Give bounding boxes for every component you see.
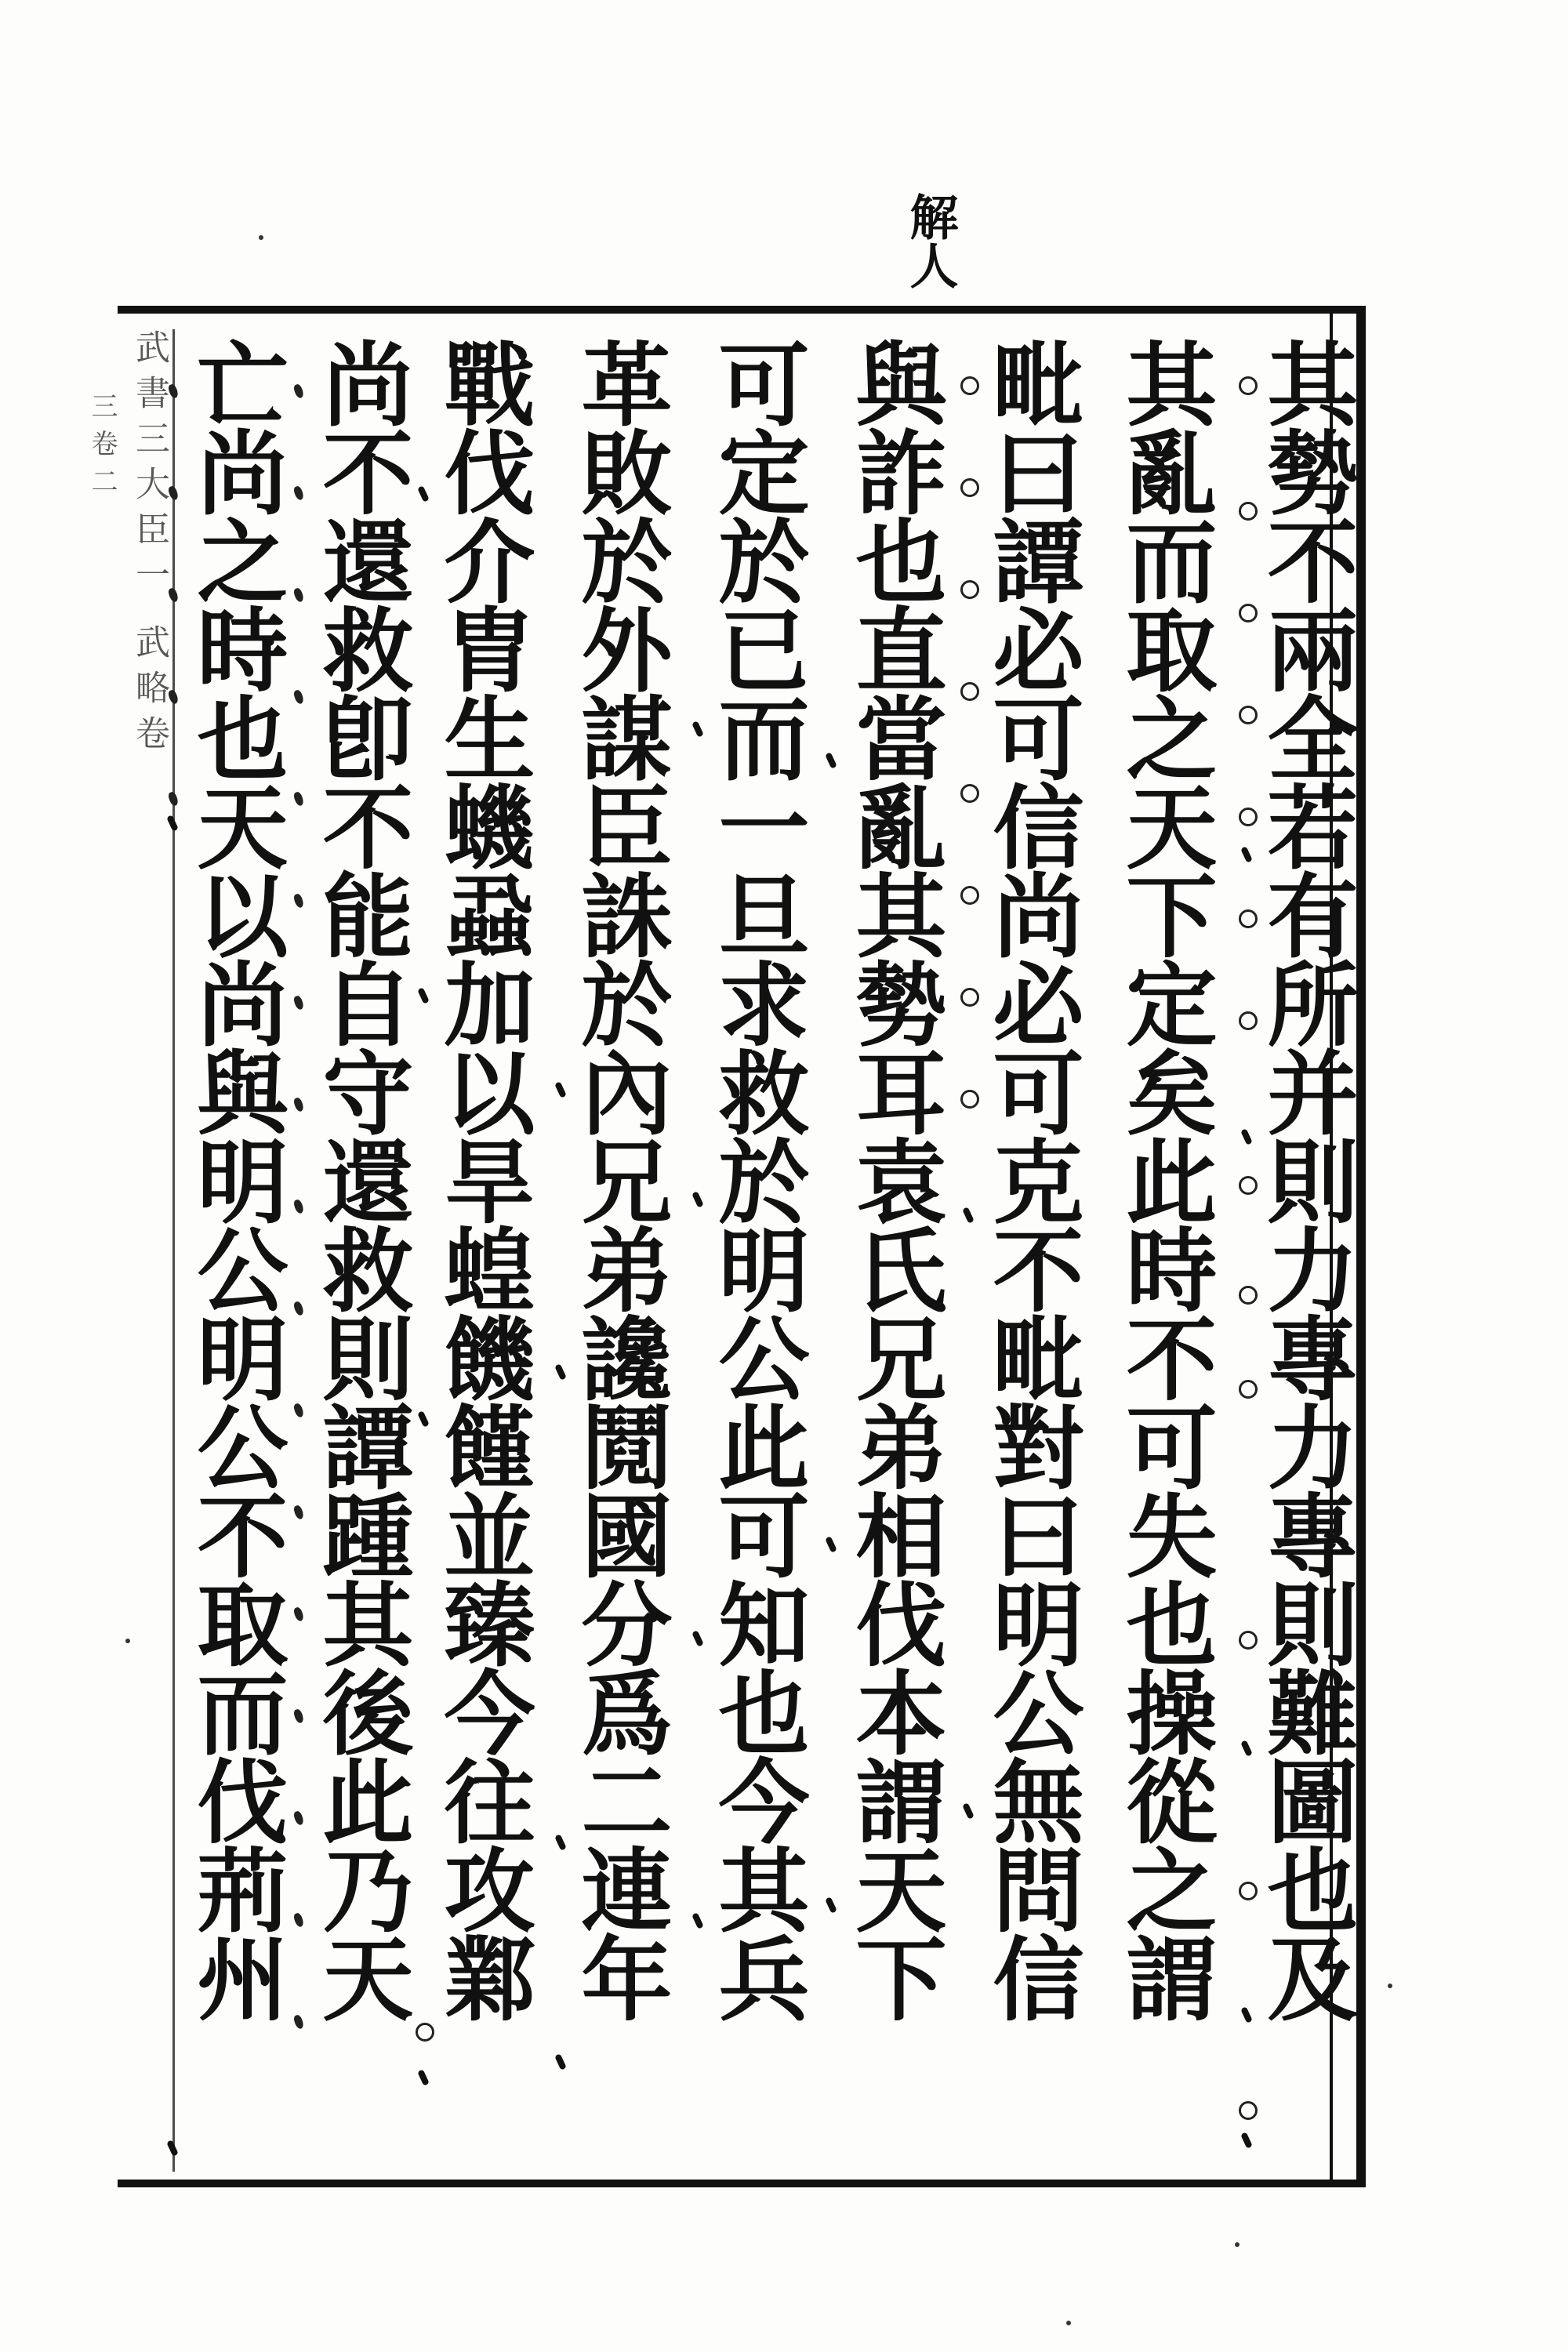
dot-mark	[292, 689, 305, 705]
column-text: 其亂而取之天下定矣此時不可失也操從之謂	[1111, 337, 1218, 2020]
dot-mark	[167, 791, 180, 807]
circle-mark	[960, 376, 979, 395]
dot-mark	[292, 791, 305, 807]
dot-mark	[167, 383, 180, 399]
tick-mark	[691, 1191, 704, 1208]
page-heading: 解人	[902, 192, 959, 289]
tick-mark	[554, 1363, 567, 1381]
dot-mark	[292, 893, 305, 909]
text-column-2	[1111, 337, 1218, 2187]
punctuation-marks	[416, 345, 442, 2164]
tick-mark	[417, 1410, 430, 1428]
column-text: 尚不還救卽不能自守還救則譚踵其後此乃天	[307, 337, 414, 2020]
dot-mark	[167, 587, 180, 603]
tick-mark	[825, 1536, 837, 1553]
tick-mark	[1240, 1128, 1253, 1145]
circle-mark	[960, 478, 979, 497]
tick-mark	[166, 2140, 179, 2157]
circle-mark	[1239, 909, 1258, 928]
tick-mark	[691, 1912, 704, 1929]
text-column-4	[840, 337, 947, 2187]
tick-mark	[417, 485, 430, 503]
text-column-3	[980, 337, 1082, 2187]
scan-speck	[1066, 2321, 1071, 2325]
circle-mark	[960, 784, 979, 803]
tick-mark	[1240, 2132, 1253, 2149]
circle-mark	[416, 2023, 434, 2042]
circle-mark	[1239, 808, 1258, 826]
text-column-6	[566, 337, 673, 2187]
scan-speck	[125, 1639, 130, 1643]
circle-mark	[1239, 502, 1258, 521]
circle-mark	[960, 886, 979, 905]
tick-mark	[825, 752, 837, 769]
circle-mark	[1239, 604, 1258, 622]
tick-mark	[1240, 2006, 1253, 2024]
dot-mark	[292, 2014, 305, 2030]
scan-speck	[1235, 2242, 1240, 2247]
tick-mark	[691, 1630, 704, 1647]
text-column-5	[703, 337, 810, 2187]
dot-mark	[292, 1097, 305, 1112]
dot-mark	[292, 1199, 305, 1214]
tick-mark	[691, 720, 704, 738]
tick-mark	[417, 2069, 430, 2086]
scan-speck	[1388, 1984, 1392, 1988]
circle-mark	[1239, 1011, 1258, 1030]
punctuation-marks	[165, 345, 191, 2164]
text-column-1	[1252, 337, 1359, 2187]
punctuation-marks	[553, 345, 579, 2164]
dot-mark	[292, 1708, 305, 1724]
column-text: 其勢不兩全若有所并則力專力專則難圖也及	[1252, 337, 1359, 2020]
column-text: 亡尚之時也天以尚與明公明公不取而伐荊州	[182, 337, 289, 2020]
dot-mark	[292, 587, 305, 603]
circle-mark	[1239, 2101, 1258, 2120]
dot-mark	[292, 1504, 305, 1520]
column-text: 革敗於外謀臣誅於內兄弟讒鬩國分爲二連年	[566, 337, 673, 2020]
tick-mark	[554, 1081, 567, 1098]
dot-mark	[292, 1403, 305, 1418]
circle-mark	[960, 988, 979, 1007]
circle-mark	[1239, 1176, 1258, 1195]
punctuation-marks	[960, 345, 987, 2164]
scan-speck	[259, 235, 263, 240]
circle-mark	[1239, 1380, 1258, 1399]
circle-mark	[960, 1090, 979, 1109]
text-column-8	[307, 337, 414, 2187]
circle-mark	[1239, 1631, 1258, 1650]
gutter-title: 武書三大臣一 武略卷	[129, 329, 169, 760]
column-text: 可定於已而一旦求救於明公此可知也今其兵	[703, 337, 810, 2020]
dot-mark	[292, 1912, 305, 1928]
tick-mark	[825, 1896, 837, 1914]
punctuation-marks	[290, 345, 317, 2164]
tick-mark	[554, 1834, 567, 1851]
column-text: 毗曰譚必可信尚必可克不毗對曰明公無問信	[978, 337, 1084, 2020]
tick-mark	[1240, 1740, 1253, 1757]
text-column-7	[431, 337, 533, 2187]
text-column-9	[182, 337, 289, 2187]
dot-mark	[292, 995, 305, 1011]
circle-mark	[960, 682, 979, 701]
punctuation-marks	[690, 345, 717, 2164]
dot-mark	[292, 1301, 305, 1316]
dot-mark	[292, 1606, 305, 1622]
punctuation-marks	[823, 345, 850, 2164]
column-text: 戰伐介胄生蟣蝨加以旱蝗饑饉並臻今往攻鄴	[429, 337, 535, 2020]
circle-mark	[1239, 1286, 1258, 1305]
dot-mark	[292, 485, 305, 501]
punctuation-marks	[1239, 345, 1265, 2164]
circle-mark	[1239, 1882, 1258, 1900]
tick-mark	[1240, 846, 1253, 863]
dot-mark	[167, 485, 180, 501]
tick-mark	[166, 815, 179, 832]
circle-mark	[960, 580, 979, 599]
tick-mark	[554, 2053, 567, 2071]
column-text: 與詐也直當亂其勢耳袁氏兄弟相伐本謂天下	[840, 337, 947, 2020]
circle-mark	[1239, 706, 1258, 724]
gutter-folio: 三卷二	[86, 392, 118, 505]
dot-mark	[292, 1810, 305, 1826]
tick-mark	[962, 1802, 975, 1820]
circle-mark	[1239, 376, 1258, 395]
tick-mark	[417, 987, 430, 1004]
dot-mark	[167, 689, 180, 705]
dot-mark	[292, 383, 305, 399]
tick-mark	[962, 1207, 975, 1224]
